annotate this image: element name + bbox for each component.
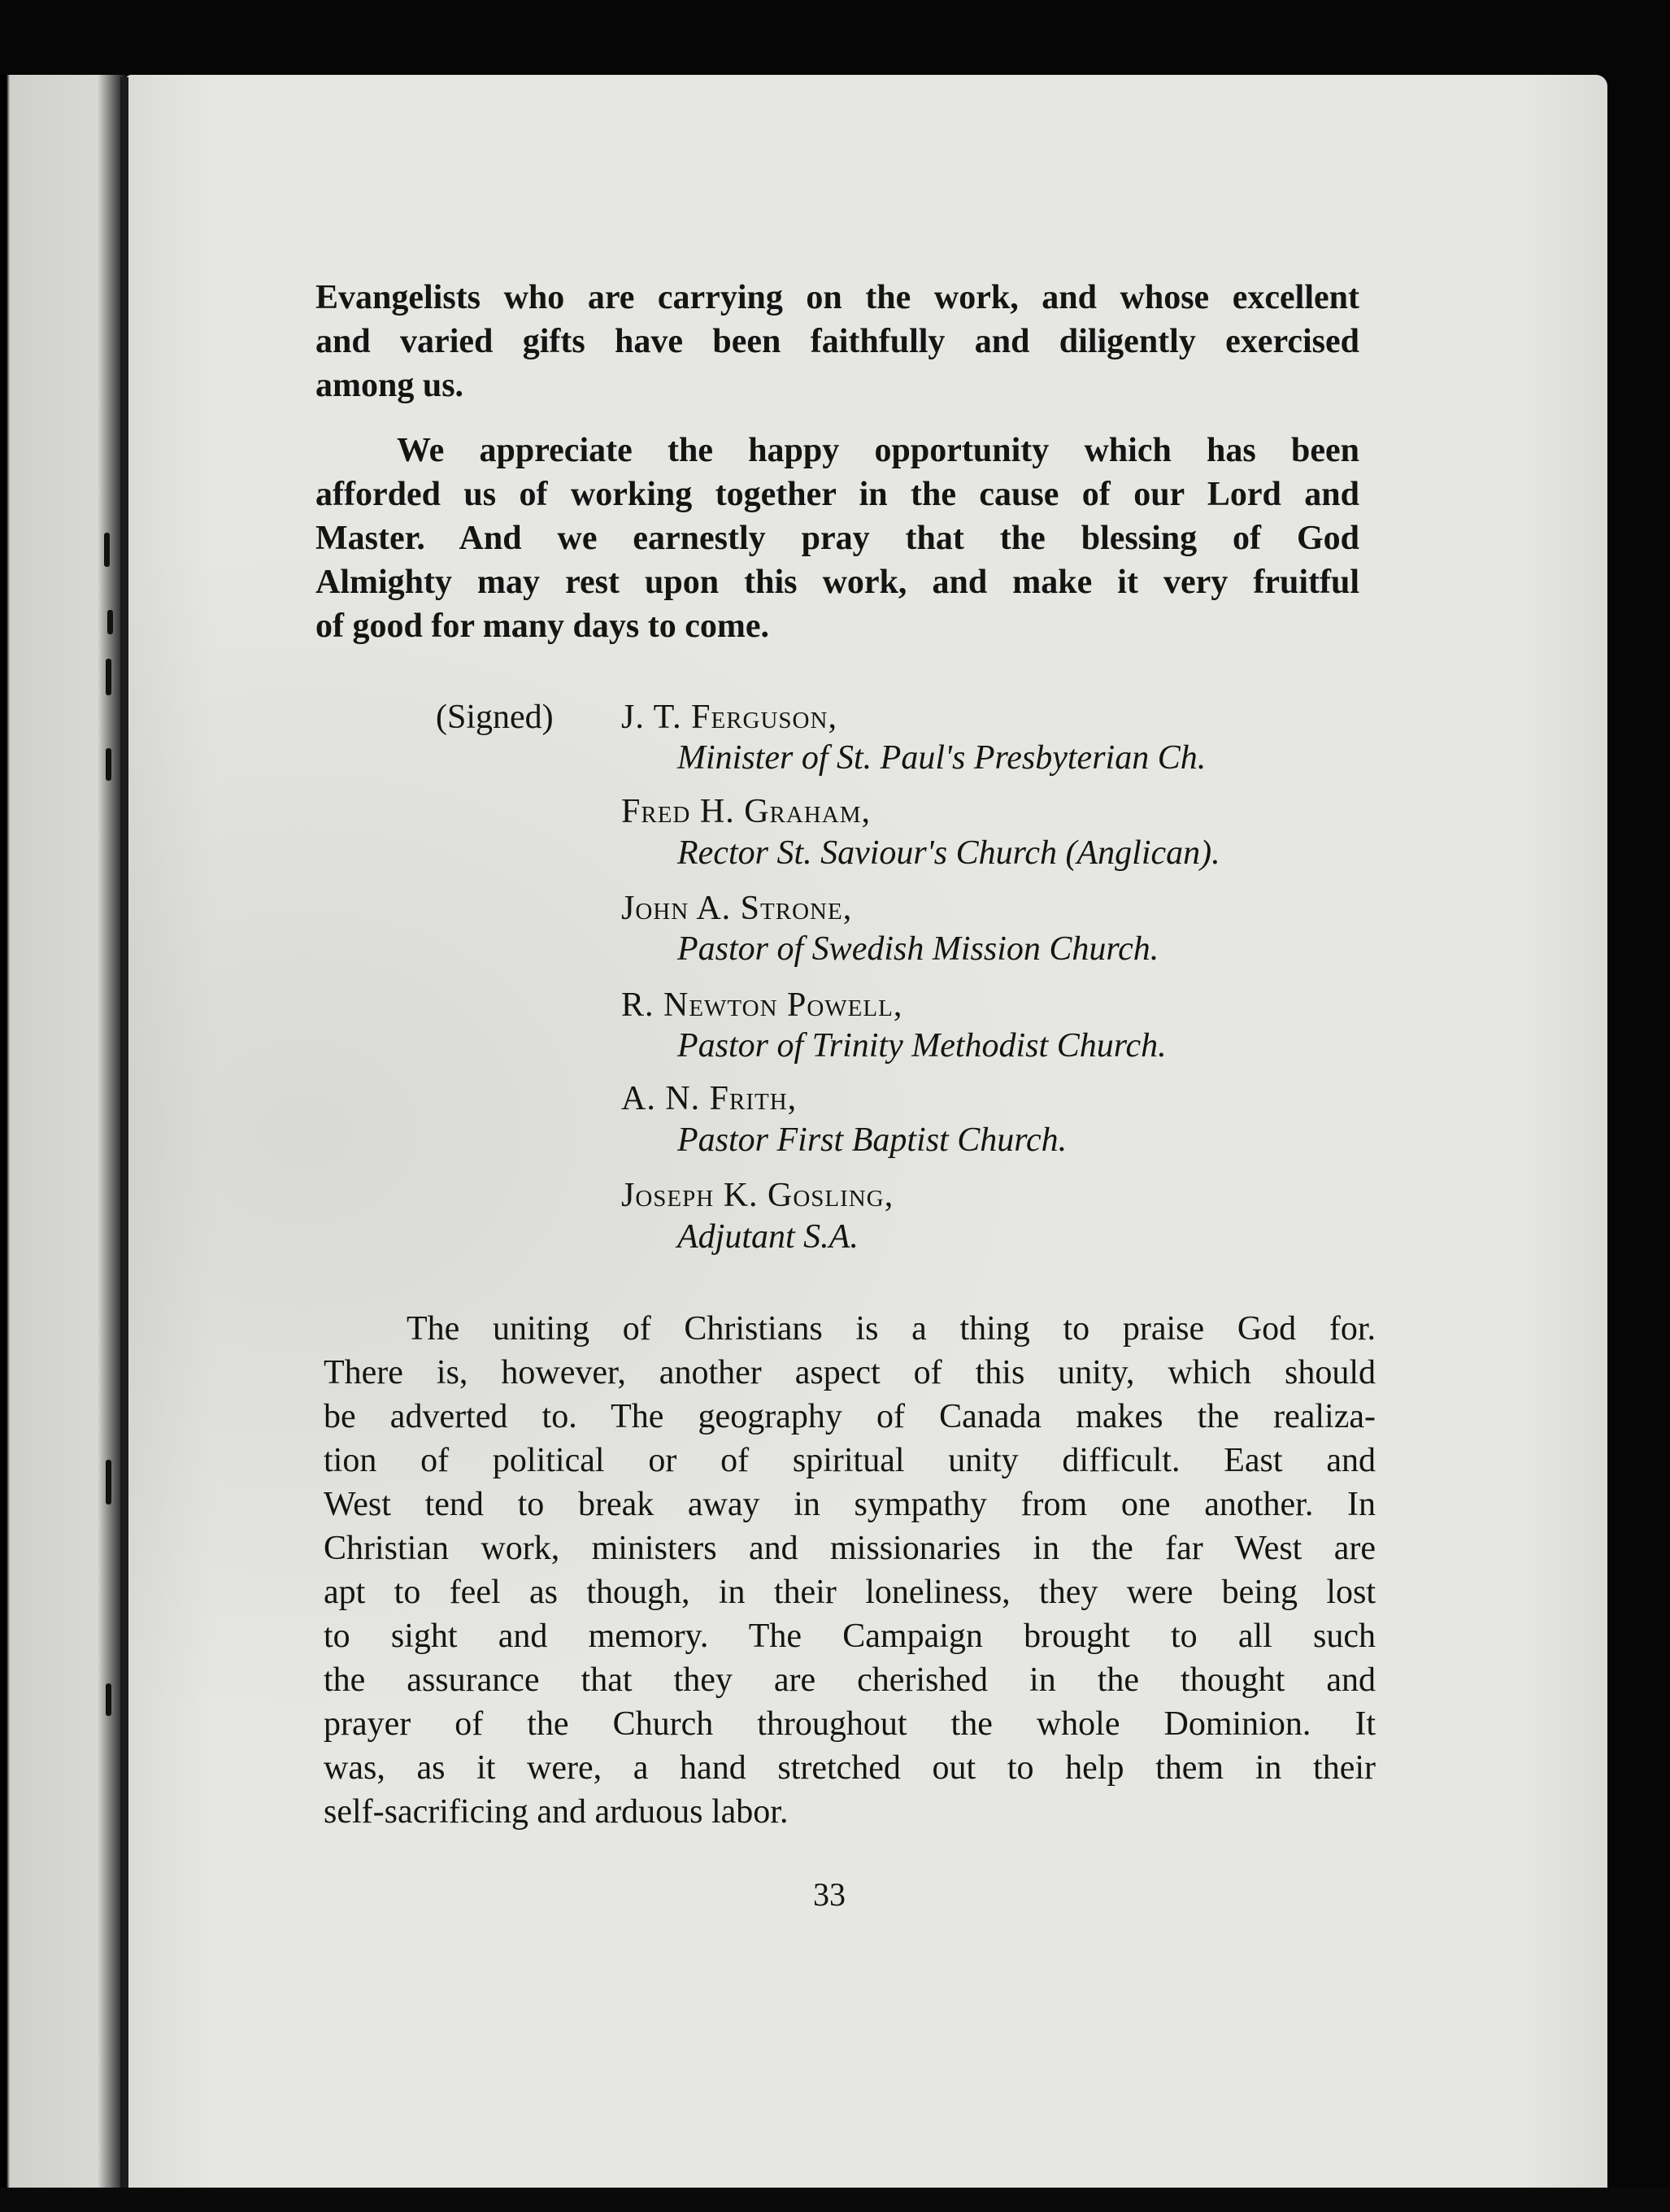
signer-title: Pastor of Trinity Methodist Church. [677,1027,1167,1065]
text-line: afforded us of working together in the cause of our Lord and [315,476,1359,513]
binding-mark [104,533,110,567]
text-line: There is, however, another aspect of this unity, which should [324,1354,1376,1391]
text-line: to sight and memory. The Campaign brought to all such [324,1618,1376,1655]
text-line: apt to feel as though, in their loneliness, they were being lost [324,1574,1376,1611]
text-line: be adverted to. The geography of Canada makes the realiza- [324,1398,1376,1435]
text-line: Almighty may rest upon this work, and make it very fruitful [315,564,1359,601]
signer-title: Pastor of Swedish Mission Church. [677,930,1159,968]
text-line: Christian work, ministers and missionaries in the far West are [324,1530,1376,1567]
binding-mark [106,1683,111,1716]
binding-mark [106,748,111,781]
signed-label: (Signed) [436,699,554,736]
binding-mark [106,1460,111,1504]
binding-mark [107,610,113,634]
signer-name: John A. Strone, [621,890,853,927]
text-line: Evangelists who are carrying on the work, and whose excellent [315,279,1359,316]
signer-title: Rector St. Saviour's Church (Anglican). [677,834,1220,872]
text-line: the assurance that they are cherished in the thought and [324,1661,1376,1699]
text-line: Master. And we earnestly pray that the blessing of God [315,520,1359,557]
signer-title: Pastor First Baptist Church. [677,1121,1068,1159]
page-number: 33 [813,1876,846,1913]
signer-name: Joseph K. Gosling, [621,1177,894,1214]
text-line: of good for many days to come. [315,607,770,645]
paragraph-3 [324,1307,1376,1834]
text-line: and varied gifts have been faithfully and diligently exercised [315,323,1359,360]
paragraph-2 [315,429,1359,648]
text-line: The uniting of Christians is a thing to praise God for. [407,1310,1376,1348]
signer-name: J. T. Ferguson, [621,699,837,736]
text-line: was, as it were, a hand stretched out to help them in their [324,1749,1376,1787]
binding-mark [106,659,111,695]
paragraph-1 [315,276,1359,407]
scan-bottom-edge [0,2188,1670,2212]
text-line: West tend to break away in sympathy from one another. In [324,1486,1376,1523]
signer-name: R. Newton Powell, [621,986,903,1024]
binding-spine [120,77,128,2192]
signer-name: A. N. Frith, [621,1080,798,1117]
text-line: self-sacrificing and arduous labor. [324,1793,789,1831]
signer-title: Adjutant S.A. [677,1218,859,1256]
text-line: prayer of the Church throughout the whole Dominion. It [324,1705,1376,1743]
text-line: among us. [315,367,464,404]
text-line: We appreciate the happy opportunity which has been [397,432,1359,469]
signer-name: Fred H. Graham, [621,793,871,830]
text-line: tion of political or of spiritual unity difficult. East and [324,1442,1376,1479]
signer-title: Minister of St. Paul's Presbyterian Ch. [677,739,1207,777]
left-page-gutter [0,75,126,2212]
